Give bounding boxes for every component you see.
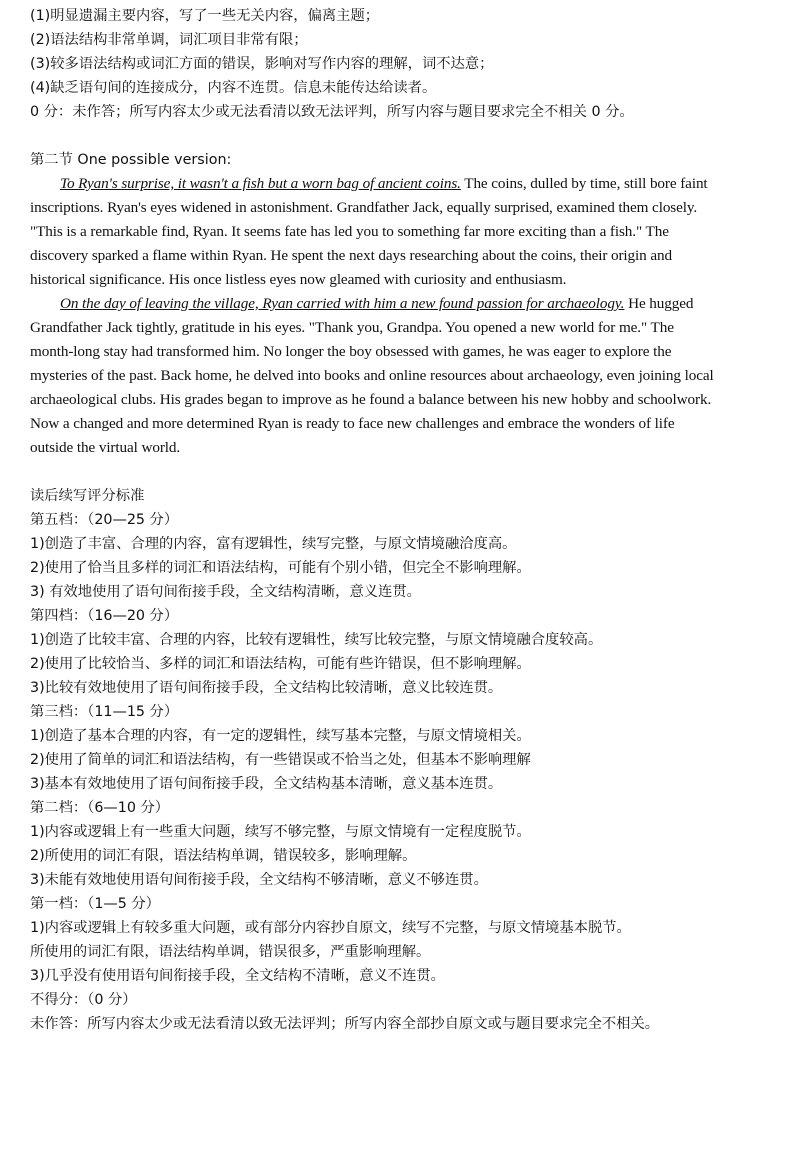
rubric-title: 读后续写评分标准 [30,488,145,504]
essay-line: archaeological clubs. His grades began to improve as he found a balance between his new hobby and schoolwork. [30,391,712,408]
band-item: 2)使用了简单的词汇和语法结构，有一些错误或不恰当之处，但基本不影响理解 [30,752,531,768]
band-item: 1)内容或逻辑上有较多重大问题，或有部分内容抄自原文，续写不完整，与原文情境基本脱节。 [30,920,631,936]
band-label: 第二档：（6—10 分） [30,800,170,816]
essay-text: The coins, dulled by time, still bore faint [460,175,708,192]
band-label: 第四档：（16—20 分） [30,608,179,624]
spacer [30,124,775,148]
band-label: 第一档：（1—5 分） [30,896,160,912]
essay-line: "This is a remarkable find, Ryan. It seems fate has led you to something far more exciting than a fish." The [30,223,669,240]
band-item: 1)创造了丰富、合理的内容，富有逻辑性，续写完整，与原文情境融洽度高。 [30,536,517,552]
essay-line: inscriptions. Ryan's eyes widened in astonishment. Grandfather Jack, equally surprised, examined them closely. [30,199,698,216]
band-item: 所使用的词汇有限，语法结构单调，错误很多，严重影响理解。 [30,944,431,960]
band-item: 2)所使用的词汇有限，语法结构单调，错误较多，影响理解。 [30,848,417,864]
criteria-item: (2)语法结构非常单调，词汇项目非常有限； [30,32,308,48]
band-label: 第三档：（11—15 分） [30,704,179,720]
essay-paragraph-2-first-line [30,292,775,316]
band-item: 2)使用了比较恰当、多样的词汇和语法结构，可能有些许错误，但不影响理解。 [30,656,531,672]
essay-line: Now a changed and more determined Ryan is ready to face new challenges and embrace the wonders of life [30,415,675,432]
band-item: 3)未能有效地使用语句间衔接手段，全文结构不够清晰，意义不够连贯。 [30,872,488,888]
band-label: 不得分：（0 分） [30,992,137,1008]
band-item: 3)几乎没有使用语句间衔接手段，全文结构不清晰，意义不连贯。 [30,968,445,984]
criteria-item: (3)较多语法结构或词汇方面的错误，影响对写作内容的理解，词不达意； [30,56,494,72]
band-item: 1)创造了比较丰富、合理的内容，比较有逻辑性，续写比较完整，与原文情境融合度较高。 [30,632,603,648]
rubric [30,508,775,1036]
essay-line: discovery sparked a flame within Ryan. He spent the next days researching about the coins, their origin and [30,247,672,264]
topic-sentence-1: To Ryan's surprise, it wasn't a fish but a worn bag of ancient coins. [60,175,461,192]
essay-line: historical significance. His once listless eyes now gleamed with curiosity and enthusiasm. [30,271,567,288]
band-item: 3)基本有效地使用了语句间衔接手段，全文结构基本清晰，意义基本连贯。 [30,776,503,792]
band-item: 3) 有效地使用了语句间衔接手段，全文结构清晰，意义连贯。 [30,584,421,600]
criteria-item: (1)明显遗漏主要内容，写了一些无关内容，偏离主题； [30,8,380,24]
band-item: 3)比较有效地使用了语句间衔接手段，全文结构比较清晰，意义比较连贯。 [30,680,503,696]
band-item: 未作答：所写内容太少或无法看清以致无法评判；所写内容全部抄自原文或与题目要求完全不相关。 [30,1016,660,1032]
band-item: 1)内容或逻辑上有一些重大问题，续写不够完整，与原文情境有一定程度脱节。 [30,824,531,840]
band-label: 第五档：（20—25 分） [30,512,179,528]
band-item: 1)创造了基本合理的内容，有一定的逻辑性，续写基本完整，与原文情境相关。 [30,728,531,744]
spacer [30,460,775,484]
essay-paragraph-1-first-line [30,172,775,196]
essay-line: outside the virtual world. [30,439,181,456]
zero-score-rule: 0 分：未作答；所写内容太少或无法看清以致无法评判，所写内容与题目要求完全不相关 0 分。 [30,104,634,120]
topic-sentence-2: On the day of leaving the village, Ryan carried with him a new found passion for archaeology. [60,295,625,312]
essay-line: month-long stay had transformed him. No longer the boy obsessed with games, he was eager to explore the [30,343,672,360]
essay-text: He hugged [624,295,694,312]
criteria-list [30,4,775,124]
model-essay [30,172,775,460]
essay-line: Grandfather Jack tightly, gratitude in his eyes. "Thank you, Grandpa. You opened a new world for me." The [30,319,674,336]
essay-line: mysteries of the past. Back home, he delved into books and online resources about archaeology, even joining local [30,367,714,384]
section-heading: 第二节 One possible version: [30,152,232,168]
band-item: 2)使用了恰当且多样的词汇和语法结构，可能有个别小错，但完全不影响理解。 [30,560,531,576]
document-page [30,4,775,1036]
criteria-item: (4)缺乏语句间的连接成分，内容不连贯。信息未能传达给读者。 [30,80,437,96]
